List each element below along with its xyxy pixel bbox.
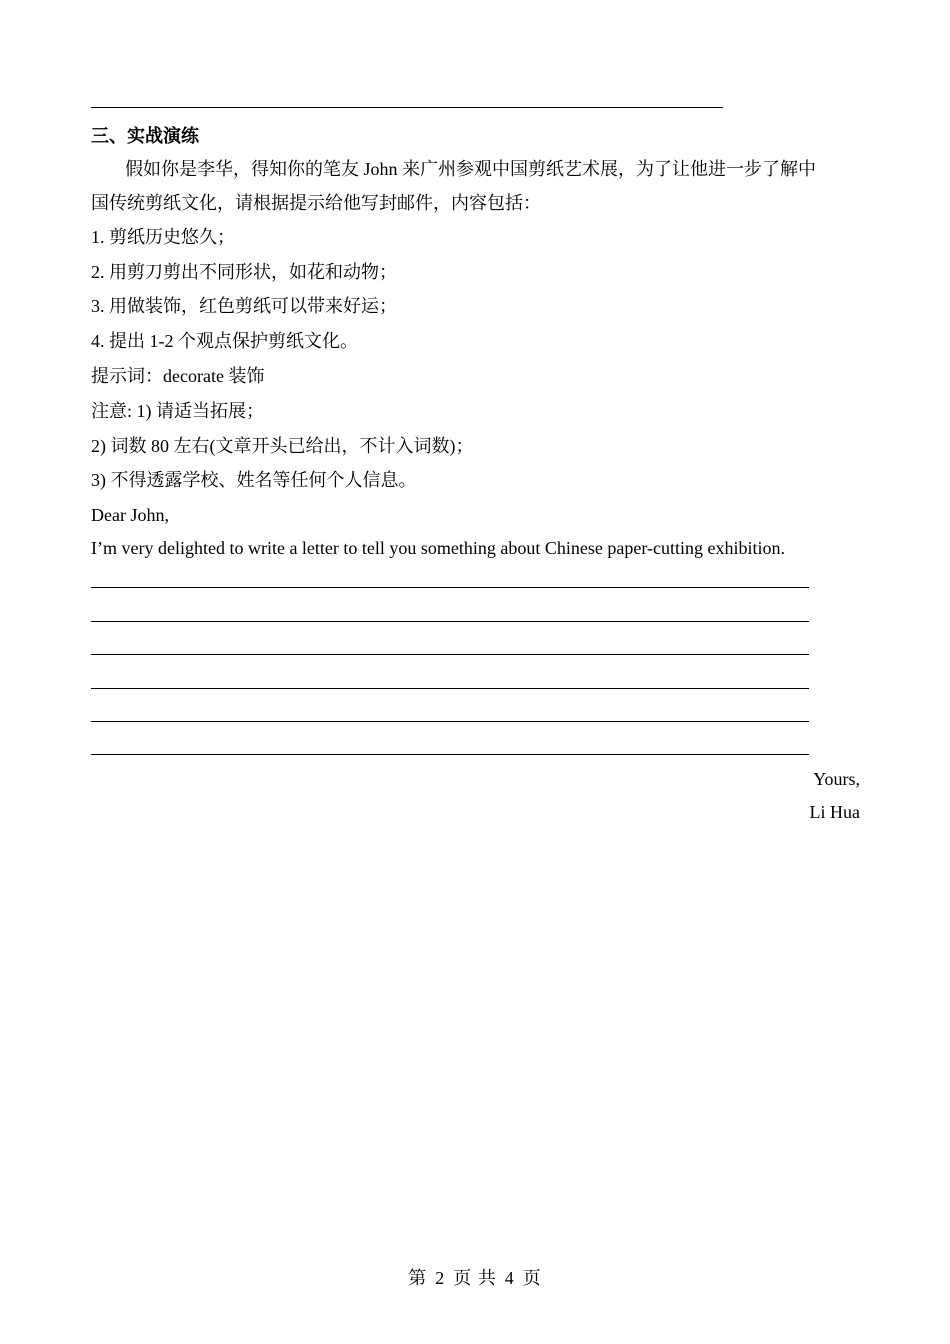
footer-middle: 页 共 [453, 1268, 497, 1288]
top-answer-line [91, 107, 723, 108]
answer-line [91, 721, 809, 722]
answer-line [91, 621, 809, 622]
answer-line [91, 754, 809, 755]
content-point-3: 3. 用做装饰，红色剪纸可以带来好运； [91, 296, 397, 316]
answer-line [91, 587, 809, 588]
footer-page-number: 2 [435, 1268, 446, 1288]
footer-prefix: 第 [408, 1268, 428, 1288]
hint-words: 提示词：decorate 装饰 [91, 366, 265, 386]
note-2: 2) 词数 80 左右(文章开头已给出，不计入词数)； [91, 436, 474, 456]
letter-opening: I’m very delighted to write a letter to tell you something about Chinese paper-cutting exhibition. [91, 538, 785, 558]
answer-line [91, 654, 809, 655]
answer-line [91, 688, 809, 689]
content-point-1: 1. 剪纸历史悠久； [91, 227, 235, 247]
prompt-line-2: 国传统剪纸文化，请根据提示给他写封邮件，内容包括： [91, 193, 541, 213]
note-3: 3) 不得透露学校、姓名等任何个人信息。 [91, 470, 417, 490]
letter-signature: Li Hua [809, 802, 860, 822]
section-heading: 三、实战演练 [91, 126, 199, 146]
note-1: 注意: 1) 请适当拓展； [91, 401, 264, 421]
footer-suffix: 页 [522, 1268, 542, 1288]
footer-total-pages: 4 [504, 1268, 515, 1288]
page-footer [0, 1266, 950, 1290]
prompt-line-1: 假如你是李华，得知你的笔友 John 来广州参观中国剪纸艺术展，为了让他进一步了解中 [125, 159, 817, 179]
content-point-2: 2. 用剪刀剪出不同形状，如花和动物； [91, 262, 397, 282]
letter-greeting: Dear John, [91, 505, 169, 525]
content-point-4: 4. 提出 1-2 个观点保护剪纸文化。 [91, 331, 358, 351]
letter-closing: Yours, [813, 769, 860, 789]
